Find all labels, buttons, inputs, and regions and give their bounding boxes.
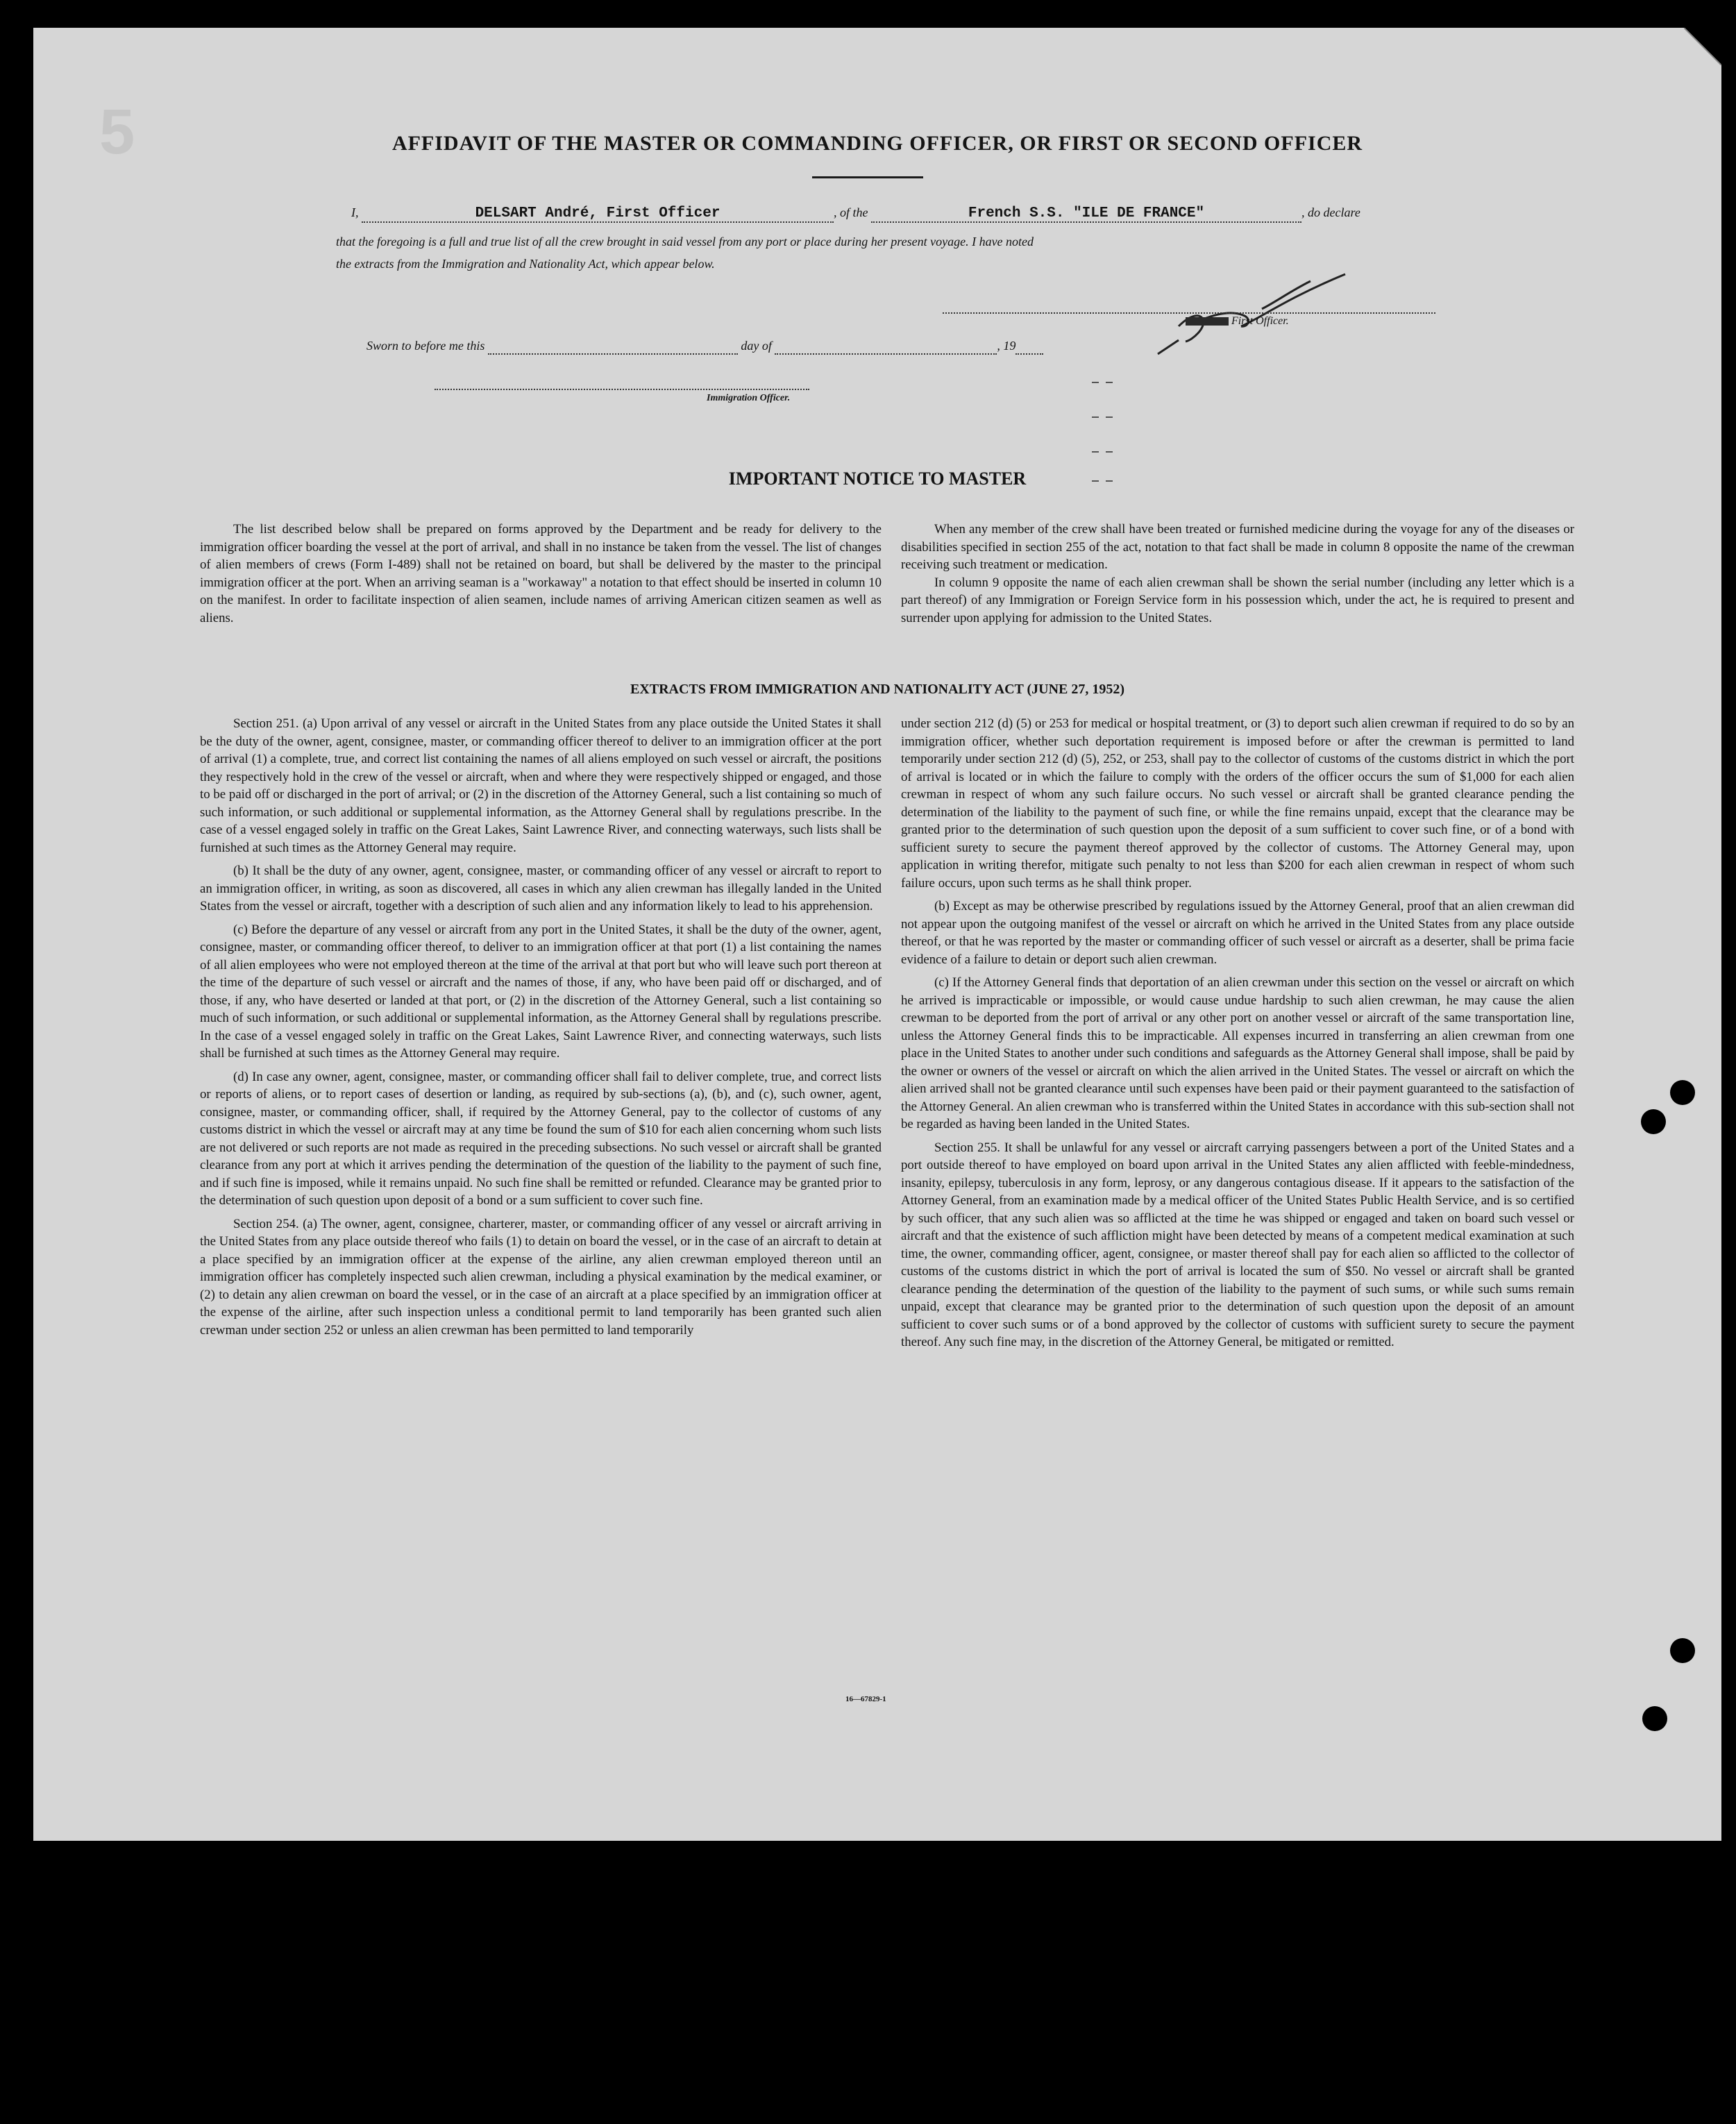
punch-hole	[1670, 1080, 1695, 1105]
signature-line	[943, 312, 1435, 314]
notice-title: IMPORTANT NOTICE TO MASTER	[728, 469, 1027, 489]
faint-page-number-mark: 5	[99, 96, 135, 167]
punch-hole	[1642, 1706, 1667, 1731]
sworn-year-field	[1016, 339, 1043, 355]
form-number: 16—67829-1	[845, 1695, 886, 1703]
section-254-a-continued: under section 212 (d) (5) or 253 for medical or hospital treatment, or (3) to deport such alien crewman if required to do so by an immigration officer, whether such deportation requirement is imposed before or after the crewman is permitted to land temporarily under section 212 (d) (5), 252, or 253, shall pay to the collector of customs of the customs district in which the port of arrival is located or in which the failure to comply with the orders of the officer occurs the sum of $1,000 for each alien crewman in respect of whom any such failure occurs. No such vessel or aircraft shall be granted clearance pending the determination of the liability to the payment of such fine, or while the fine remains unpaid, except that the clearance may be granted prior to the determination of such question upon the deposit of a sum sufficient to cover such fine, or of a bond with sufficient surety to secure the payment thereof approved by the collector of customs. The Attorney General may, upon application in writing therefor, mitigate such penalty to not less than $200 for each alien crewman in respect of whom such failure occurs, upon such terms as he shall think proper.	[901, 716, 1574, 891]
day-of-label: day of	[741, 339, 772, 353]
document-page	[33, 28, 1721, 1841]
section-255: Section 255. It shall be unlawful for any vessel or aircraft carrying passengers between a port of the United States and a port outside thereof to have employed on board upon arrival in the United States any alien afflicted with feeble-mindedness, insanity, epilepsy, tuberculosis in any form, leprosy, or any dangerous contagious disease. If it appears to the satisfaction of the Attorney General, from an examination made by a medical officer of the United States Public Health Service, and is so certified by such officer, that any such alien was so afflicted at the time he was shipped or engaged and taken on board such vessel or aircraft and that the existence of such affliction might have been detected by means of a competent medical examination at such time, the owner, commanding officer, agent, consignee, or master thereof shall pay for each alien so afflicted to the collector of customs of the customs district in which the port of arrival is located the sum of $50. No vessel or aircraft shall be granted clearance pending the determination of the question of the liability to the payment of such sums, or while such sums remain unpaid, except that clearance may be granted prior to the determination of such question upon the deposit of an amount sufficient to cover such sums or of a bond approved by the collector of customs with sufficient surety to secure the payment thereof. Any such fine may, in the discretion of the Attorney General, be mitigated or remitted.	[901, 1140, 1574, 1349]
immigration-officer-caption: Immigration Officer.	[707, 393, 791, 403]
notice-right-column	[901, 521, 1574, 627]
extracts-left-column	[200, 715, 882, 1339]
affidavit-line-3: the extracts from the Immigration and Nationality Act, which appear below.	[336, 257, 715, 271]
mark	[1092, 416, 1099, 418]
section-251-d: (d) In case any owner, agent, consignee, master, or commanding officer shall fail to deliver complete, true, and correct lists or reports of aliens, or to report cases of desertion or landing, as required by sub-sections (a), (b), and (c), such owner, agent, consignee, master, or commanding officer, shall, if required by the Attorney General, pay to the collector of customs of any customs district in which the vessel or aircraft may at any time be found the sum of $10 for each alien concerning whom such lists are not delivered or such reports are not made as required in the preceding subsections. No such vessel or aircraft shall be granted clearance from any port at which it arrives pending the determination of the question of the liability to the payment of such fine, and if such fine is imposed, while it remains unpaid. No such fine shall be remitted or refunded. Clearance may be granted prior to the determination of such question upon deposit of a bond or a sum sufficient to cover such fine.	[200, 1069, 882, 1208]
sworn-month-field	[775, 339, 997, 355]
vessel-name-field	[871, 205, 1301, 223]
signature-caption: First Officer.	[1231, 315, 1289, 327]
section-251-b: (b) It shall be the duty of any owner, agent, consignee, master, or commanding officer of any vessel or aircraft to report to an immigration officer, in writing, as soon as discovered, all cases in which any alien crewman has illegally landed in the United States from the vessel or aircraft, together with a description of such alien and any information likely to lead to his apprehension.	[200, 863, 882, 913]
extracts-title: EXTRACTS FROM IMMIGRATION AND NATIONALITY ACT (JUNE 27, 1952)	[630, 682, 1125, 697]
mark	[1106, 382, 1113, 383]
i-label: I,	[351, 205, 359, 219]
section-251-a: Section 251. (a) Upon arrival of any vessel or aircraft in the United States from any place outside the United States it shall be the duty of the owner, agent, consignee, master, or commanding officer thereof to deliver to an immigration officer at the port of arrival (1) a complete, true, and correct list containing the names of all aliens employed on such vessel or aircraft, the positions they respectively hold in the crew of the vessel or aircraft, when and where they were respectively shipped or engaged, and those to be paid off or discharged in the port of arrival; or (2) in the discretion of the Attorney General, such a list containing so much of such information, or such additional or supplemental information, as the Attorney General shall by regulations prescribe. In the case of a vessel engaged solely in traffic on the Great Lakes, Saint Lawrence River, and connecting waterways, such lists shall be furnished at such times as the Attorney General may require.	[200, 716, 882, 855]
do-declare-label: , do declare	[1301, 205, 1360, 219]
mark	[1092, 382, 1099, 383]
mark	[1106, 451, 1113, 453]
notice-right-paragraph-1: When any member of the crew shall have been treated or furnished medicine during the voyage for any of the diseases or disabilities specified in section 255 of the act, notation to that fact shall be made in column 8 opposite the name of the crewman receiving such treatment or medication.	[901, 522, 1574, 572]
affidavit-title: AFFIDAVIT OF THE MASTER OR COMMANDING OFFICER, OR FIRST OR SECOND OFFICER	[391, 132, 1363, 155]
mark	[1106, 416, 1113, 418]
signature-caption-area	[1186, 315, 1289, 328]
punch-hole	[1670, 1638, 1695, 1663]
notice-right-paragraph-2: In column 9 opposite the name of each alien crewman shall be shown the serial number (including any letter which is a part thereof) of any Immigration or Foreign Service form in his possession which, under the act, he is required to present and surrender upon applying for admission to the United States.	[901, 575, 1574, 625]
officer-name: DELSART André, First Officer	[475, 205, 720, 221]
section-254-c: (c) If the Attorney General finds that deportation of an alien crewman under this section on the vessel or aircraft on which he arrived is impracticable or impossible, or would cause undue hardship to such alien crewman, he may cause the alien crewman to be deported from the port of arrival or any other port on another vessel or aircraft of the same transportation line, unless the Attorney General finds this to be impracticable. All expenses incurred in transferring an alien crewman from one place in the United States to another under such conditions and safeguards as the Attorney General shall impose, shall be paid by the owner or owners of the vessel or aircraft on which the alien arrived in the United States. The vessel or aircraft on which the alien arrived shall not be granted clearance until such expenses have been paid or their payment guaranteed to the satisfaction of the Attorney General. An alien crewman who is transferred within the United States in accordance with this sub-section shall not be regarded as having been landed in the United States.	[901, 975, 1574, 1131]
mark	[1106, 480, 1113, 482]
folded-corner	[1684, 28, 1721, 65]
year-label: , 19	[997, 339, 1016, 353]
title-divider	[812, 176, 923, 178]
sworn-line	[366, 339, 1165, 355]
punch-hole	[1641, 1109, 1666, 1134]
struck-out-text	[1186, 317, 1229, 326]
mark	[1092, 451, 1099, 453]
immigration-officer-line	[435, 389, 809, 390]
sworn-label: Sworn to before me this	[366, 339, 485, 353]
section-251-c: (c) Before the departure of any vessel or aircraft from any port in the United States, it shall be the duty of the owner, agent, consignee, master, or commanding officer thereof, to deliver to an immigration officer at that port (1) a list containing the names of all alien employees who were not employed thereon at the time of the arrival at that port but who will leave such port thereon at the time of the departure of such vessel or aircraft and the names of those, if any, who have been paid off or discharged, and of those, if any, who have deserted or landed at that port, or (2) in the discretion of the Attorney General, such a list containing so much of such information, or such additional or supplemental information, as the Attorney General shall by regulations prescribe. In the case of a vessel engaged solely in traffic on the Great Lakes, Saint Lawrence River, and connecting waterways, such lists shall be furnished at such times as the Attorney General may require.	[200, 922, 882, 1061]
mark	[1092, 480, 1099, 482]
section-254-b: (b) Except as may be otherwise prescribed by regulations issued by the Attorney General, proof that an alien crewman did not appear upon the outgoing manifest of the vessel or aircraft on which he arrived in the United States from any place outside thereof, or that he was reported by the master or commanding officer of such vessel or aircraft as a deserter, shall be prima facie evidence of a failure to detain or deport such alien crewman.	[901, 899, 1574, 967]
section-254-a: Section 254. (a) The owner, agent, consignee, charterer, master, or commanding officer of any vessel or aircraft arriving in the United States from any place outside thereof who fails (1) to detain on board the vessel, or in the case of an aircraft to detain at a place specified by an immigration officer at the expense of the airline, any alien crewman employed thereon until an immigration officer has completely inspected such alien crewman, including a physical examination by the medical examiner, or (2) to detain any alien crewman on board the vessel, or in the case of an aircraft at a place specified by an immigration officer at the expense of the airline, after such inspection unless a conditional permit to land temporarily has been granted such alien crewman under section 252 or unless an alien crewman has been permitted to land temporarily	[200, 1216, 882, 1338]
vessel-name: French S.S. "ILE DE FRANCE"	[968, 205, 1205, 221]
affidavit-line-1	[351, 205, 1441, 223]
officer-name-field	[362, 205, 834, 223]
affidavit-line-2: that the foregoing is a full and true list of all the crew brought in said vessel from any port or place during her present voyage. I have noted	[336, 235, 1034, 248]
extracts-right-column	[901, 715, 1574, 1351]
sworn-day-field	[488, 339, 738, 355]
of-the-label: , of the	[834, 205, 868, 219]
notice-left-paragraph: The list described below shall be prepared on forms approved by the Department and be ready for delivery to the immigration officer boarding the vessel at the port of arrival, and shall in no instance be taken from the vessel. The list of changes of alien members of crews (Form I-489) shall not be retained on board, but shall be delivered by the master to the principal immigration officer at the port. When an arriving seaman is a "workaway" a notation to that effect should be inserted in column 10 on the manifest. In order to facilitate inspection of alien seamen, include names of arriving American citizen seamen as well as aliens.	[200, 522, 882, 625]
notice-left-column	[200, 521, 882, 627]
